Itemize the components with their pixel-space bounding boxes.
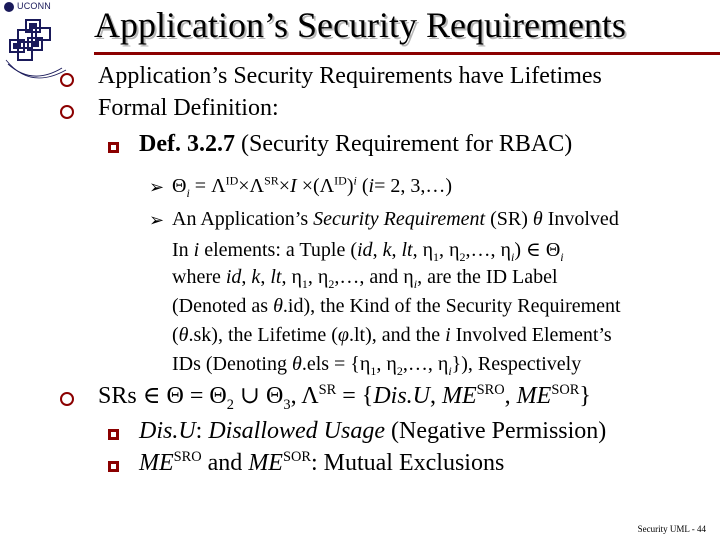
sr-definition-line: (θ.sk), the Lifetime (φ.lt), and the i Involved Element’s (172, 324, 612, 346)
sr-definition-line: (Denoted as θ.id), the Kind of the Security Requirement (172, 295, 621, 317)
definition-line (139, 131, 572, 158)
bullet-icon (60, 392, 74, 406)
sub-bullet-icon (108, 461, 119, 472)
bullet-text: Application’s Security Requirements have Lifetimes (98, 63, 602, 89)
srs-definition: SRs ∈ $\Theta = \Theta_2$ ∪ $\Theta_3$, $\Lambda^{SR} = \{Dis.U$, $ME^{SRO}$, $ME^{SOR}$} (98, 382, 591, 413)
sr-definition-line: where id, k, lt, $\eta_1$, $\eta_2,\dots$, and $\eta_i$, are the ID Label (172, 266, 558, 291)
sr-definition-line: IDs (Denoting $\theta.els = \{\eta_1$, $\eta_2,\dots$, $\eta_i$}), Respectively (172, 353, 582, 378)
bullet-text: Formal Definition: (98, 95, 279, 121)
definition-label: Def. 3.2.7 (139, 131, 235, 157)
sr-definition-line: An Application’s Security Requirement (SR) θ Involved (172, 208, 619, 230)
bullet-icon (60, 105, 74, 119)
slide-title: Application’s Security Requirements (94, 5, 626, 45)
theta-i-definition: $\Theta_i = \Lambda^{ID}\times\Lambda^{SR}\times I \times(\Lambda^{ID})^i$ (i= 2, 3,…) (172, 173, 453, 200)
bullet-icon (60, 73, 74, 87)
disu-line: Dis.U: Disallowed Usage (Negative Permission) (139, 418, 607, 444)
logo-text: UCONN (17, 1, 51, 11)
title-rule (94, 52, 720, 55)
sr-definition-line: In i elements: a Tuple (id, k, lt, $\eta_1$, $\eta_2,\dots$, $\eta_i$) ∈ $\Theta_i$ (172, 239, 564, 264)
definition-desc: (Security Requirement for RBAC) (240, 131, 573, 157)
arrow-bullet-icon: ➢ (149, 210, 165, 230)
arrow-bullet-icon: ➢ (149, 177, 165, 197)
slide-footer: Security UML - 44 (637, 524, 706, 534)
sub-bullet-icon (108, 429, 119, 440)
sub-bullet-icon (108, 142, 119, 153)
me-line: $ME^{SRO}$ and $ME^{SOR}$: Mutual Exclusions (139, 449, 505, 476)
